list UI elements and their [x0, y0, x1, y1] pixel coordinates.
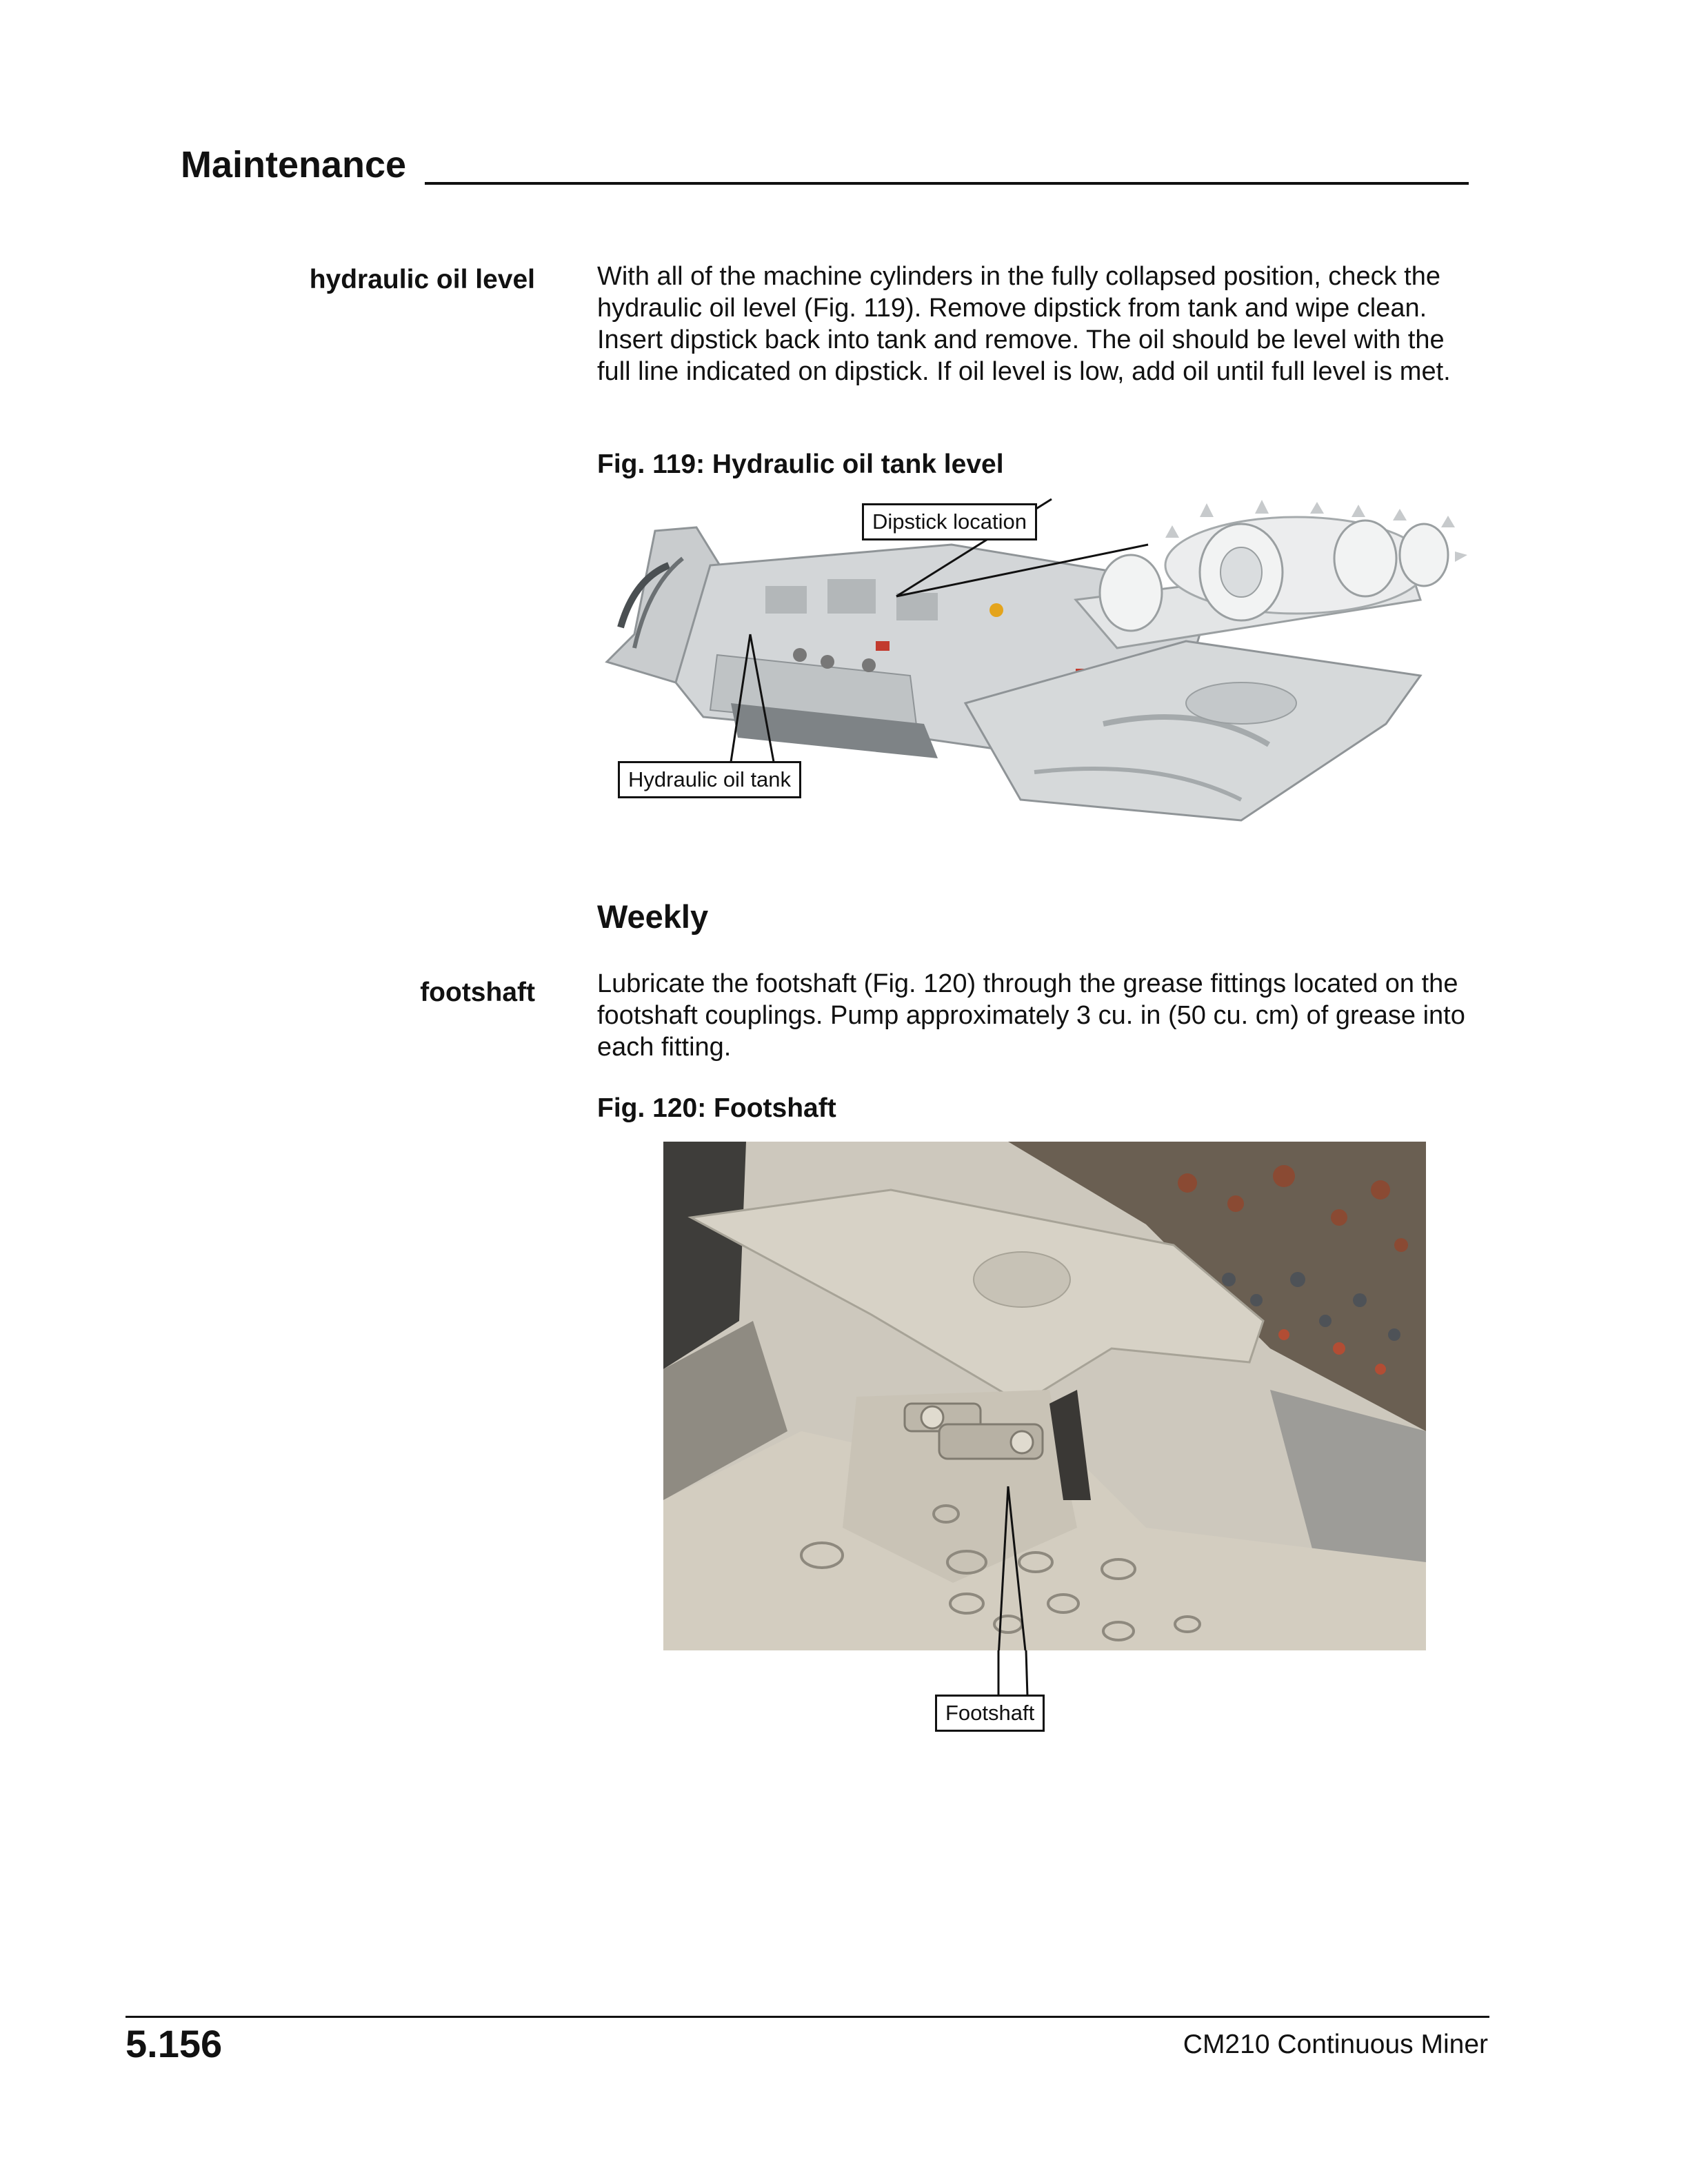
- callout-dipstick-location: Dipstick location: [862, 503, 1037, 540]
- side-label-hydraulic-oil-level: hydraulic oil level: [309, 265, 535, 294]
- side-label-footshaft: footshaft: [420, 978, 535, 1007]
- page-title: Maintenance: [181, 144, 407, 185]
- figure-120-image: [663, 1142, 1426, 1650]
- figure-119-caption: Fig. 119: Hydraulic oil tank level: [597, 449, 1004, 479]
- header-rule: [425, 182, 1469, 185]
- hydraulic-oil-level-text: With all of the machine cylinders in the fully collapsed position, check the hydraulic oil level (Fig. 119). Remove dipstick from tank and wipe clean. Insert dipstick back into tank and remove. The oil should be level with the full line indicated on dipstick. If oil level is low, add oil until full level is met.: [597, 262, 1451, 386]
- footshaft-text: Lubricate the footshaft (Fig. 120) through the grease fittings located on the footshaft couplings. Pump approximately 3 cu. in (50 cu. cm) of grease into each fitting.: [597, 969, 1465, 1062]
- document-name: CM210 Continuous Miner: [1183, 2030, 1488, 2059]
- footshaft-leader-extension: [993, 1650, 1034, 1696]
- page-number: 5.156: [125, 2022, 223, 2065]
- section-heading-weekly: Weekly: [597, 898, 709, 935]
- callout-footshaft: Footshaft: [935, 1695, 1045, 1732]
- footer-rule: [125, 2016, 1489, 2018]
- figure-120-caption: Fig. 120: Footshaft: [597, 1093, 836, 1123]
- callout-hydraulic-oil-tank: Hydraulic oil tank: [618, 761, 801, 798]
